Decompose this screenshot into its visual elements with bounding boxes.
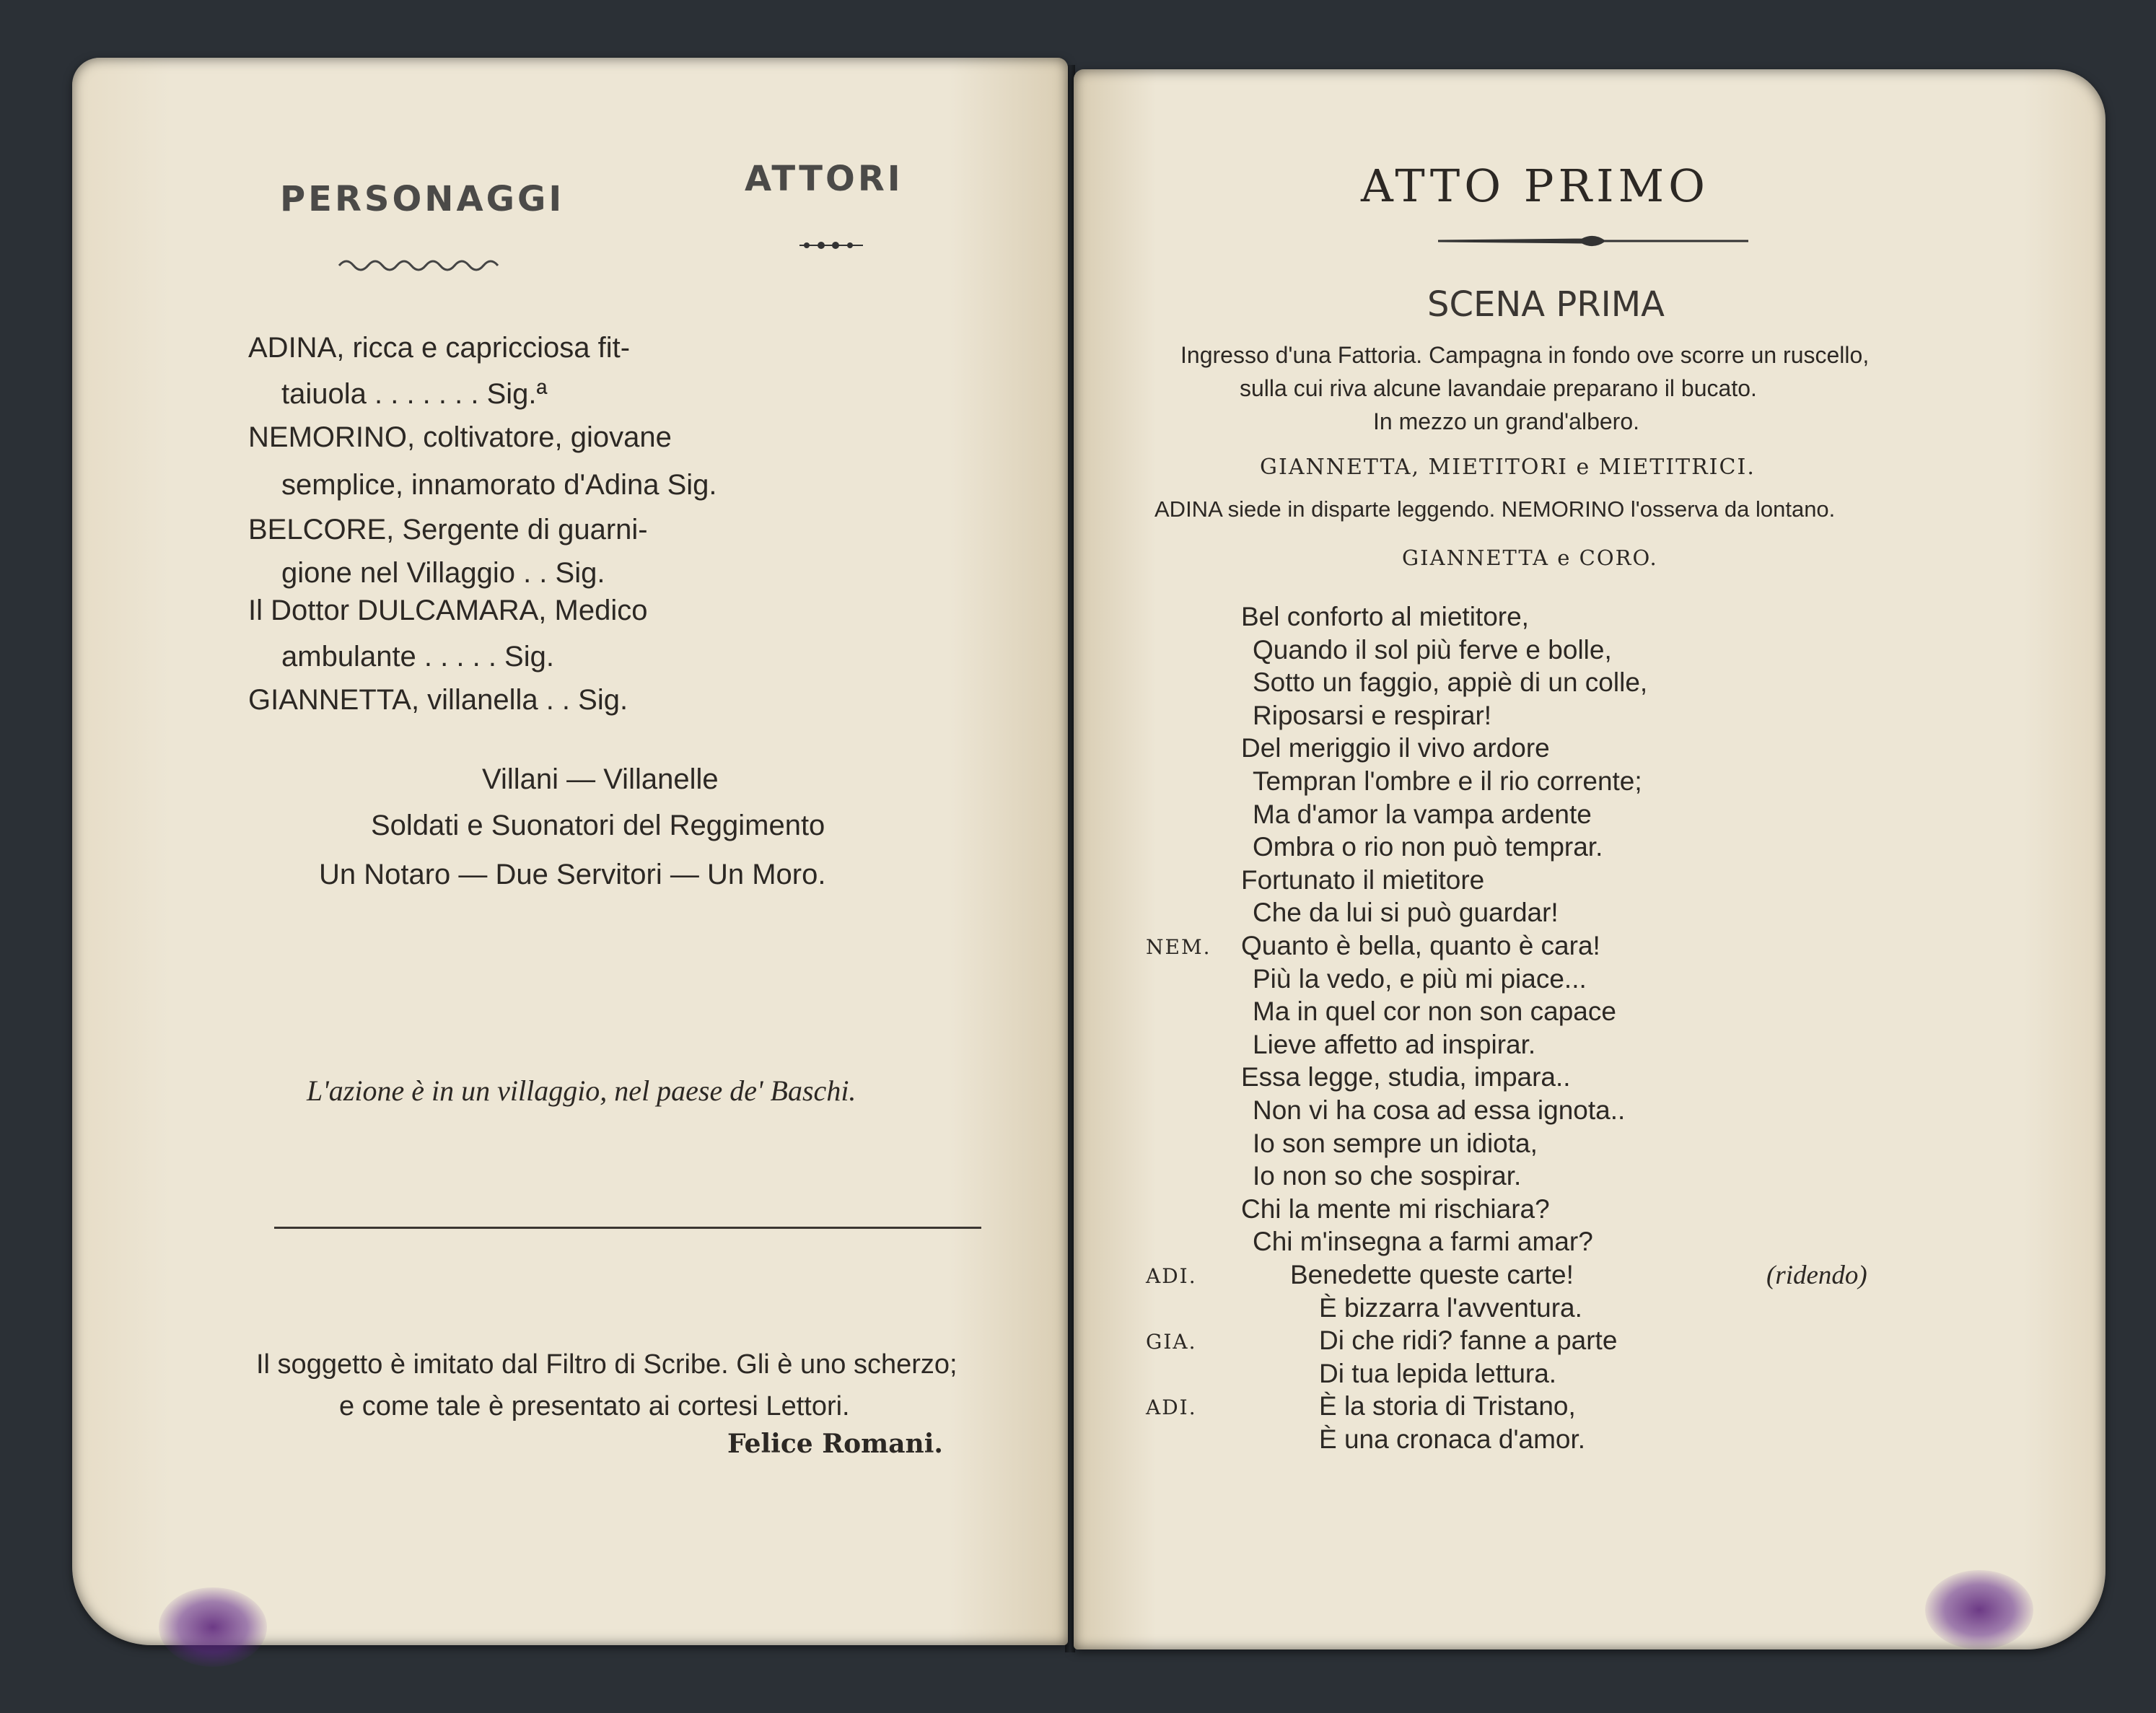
chorus-label: GIANNETTA e CORO. bbox=[1402, 546, 1658, 570]
cast-entry-2-line-1: NEMORINO, coltivatore, giovane bbox=[248, 421, 672, 453]
stage-aside: (ridendo) bbox=[1766, 1261, 1867, 1290]
ink-stain-right bbox=[1925, 1570, 2033, 1650]
divider-rule bbox=[274, 1227, 981, 1229]
right-page bbox=[1074, 69, 2105, 1650]
verse-line: Sotto un faggio, appiè di un colle, bbox=[1253, 667, 1648, 697]
scroll-ornament-icon bbox=[799, 238, 864, 253]
cast-entry-4-line-1: Il Dottor DULCAMARA, Medico bbox=[248, 595, 648, 626]
verse-line: Bel conforto al mietitore, bbox=[1241, 602, 1529, 631]
extras-line-1: Villani — Villanelle bbox=[482, 763, 719, 795]
wavy-ornament-icon bbox=[336, 253, 501, 274]
verse-line: Benedette queste carte! bbox=[1290, 1260, 1574, 1289]
source-note-line-1: Il soggetto è imitato dal Filtro di Scribe. Gli è uno scherzo; bbox=[256, 1349, 958, 1380]
stage-direction-line-2: sulla cui riva alcune lavandaie preparano il bucato. bbox=[1240, 375, 1757, 401]
rule-ornament-icon bbox=[1438, 234, 1748, 248]
act-title: ATTO PRIMO bbox=[1361, 159, 1709, 212]
setting-line: L'azione è in un villaggio, nel paese de' Baschi. bbox=[307, 1074, 856, 1107]
verse-line: È bizzarra l'avventura. bbox=[1319, 1293, 1582, 1323]
stage-direction-line-1: Ingresso d'una Fattoria. Campagna in fondo ove scorre un ruscello, bbox=[1180, 342, 1870, 368]
verse-line: Ma in quel cor non son capace bbox=[1253, 996, 1616, 1026]
verse-line: Io son sempre un idiota, bbox=[1253, 1129, 1538, 1158]
verse-line: Del meriggio il vivo ardore bbox=[1241, 733, 1550, 763]
verse-line: Lieve affetto ad inspirar. bbox=[1253, 1030, 1536, 1059]
cast-entry-1-line-2: taiuola . . . . . . . Sig.ª bbox=[281, 378, 548, 410]
verse-line: Essa legge, studia, impara.. bbox=[1241, 1062, 1571, 1092]
action-line: ADINA siede in disparte leggendo. NEMORINO l'osserva da lontano. bbox=[1154, 496, 1836, 522]
extras-line-2: Soldati e Suonatori del Reggimento bbox=[371, 810, 825, 841]
verse-line: Che da lui si può guardar! bbox=[1253, 898, 1559, 927]
verse-line: Di che ridi? fanne a parte bbox=[1319, 1326, 1618, 1355]
cast-entry-3-line-1: BELCORE, Sergente di guarni- bbox=[248, 514, 648, 546]
verse-line: Tempran l'ombre e il rio corrente; bbox=[1253, 766, 1642, 796]
stage-direction-line-3: In mezzo un grand'albero. bbox=[1373, 408, 1639, 434]
verse-line: Chi m'insegna a farmi amar? bbox=[1253, 1227, 1593, 1256]
verse-line: Quando il sol più ferve e bolle, bbox=[1253, 635, 1612, 665]
verse-line: Riposarsi e respirar! bbox=[1253, 701, 1492, 730]
verse-line: Chi la mente mi rischiara? bbox=[1241, 1194, 1550, 1224]
verse-line: Ombra o rio non può temprar. bbox=[1253, 832, 1603, 862]
speaker-label: ADI. bbox=[1146, 1396, 1197, 1419]
heading-attori: ATTORI bbox=[745, 159, 903, 199]
heading-personaggi: PERSONAGGI bbox=[280, 179, 565, 219]
cast-entry-2-line-2: semplice, innamorato d'Adina Sig. bbox=[281, 469, 717, 501]
characters-line: GIANNETTA, MIETITORI e MIETITRICI. bbox=[1260, 455, 1756, 480]
ink-stain-left bbox=[159, 1587, 267, 1667]
verse-line: È una cronaca d'amor. bbox=[1319, 1424, 1586, 1454]
source-note-line-2: e come tale è presentato ai cortesi Lettori. bbox=[339, 1391, 850, 1421]
verse-line: Fortunato il mietitore bbox=[1241, 865, 1485, 895]
speaker-label: NEM. bbox=[1146, 935, 1211, 959]
cast-entry-3-line-2: gione nel Villaggio . . Sig. bbox=[281, 557, 605, 589]
cast-entry-1-line-1: ADINA, ricca e capricciosa fit- bbox=[248, 332, 631, 364]
cast-entry-4-line-2: ambulante . . . . . Sig. bbox=[281, 641, 554, 673]
speaker-label: GIA. bbox=[1146, 1330, 1197, 1354]
cast-entry-5-line-1: GIANNETTA, villanella . . Sig. bbox=[248, 684, 628, 716]
left-page bbox=[72, 58, 1068, 1645]
speaker-label: ADI. bbox=[1146, 1264, 1197, 1288]
author-signature: Felice Romani. bbox=[727, 1429, 943, 1459]
verse-line: È la storia di Tristano, bbox=[1319, 1391, 1576, 1421]
verse-line: Non vi ha cosa ad essa ignota.. bbox=[1253, 1095, 1626, 1125]
verse-line: Più la vedo, e più mi piace... bbox=[1253, 964, 1587, 994]
verse-line: Ma d'amor la vampa ardente bbox=[1253, 799, 1592, 829]
extras-line-3: Un Notaro — Due Servitori — Un Moro. bbox=[319, 859, 826, 890]
verse-line: Di tua lepida lettura. bbox=[1319, 1359, 1557, 1388]
verse-line: Io non so che sospirar. bbox=[1253, 1161, 1522, 1191]
verse-line: Quanto è bella, quanto è cara! bbox=[1241, 931, 1600, 960]
scene-title: SCENA PRIMA bbox=[1427, 284, 1665, 325]
